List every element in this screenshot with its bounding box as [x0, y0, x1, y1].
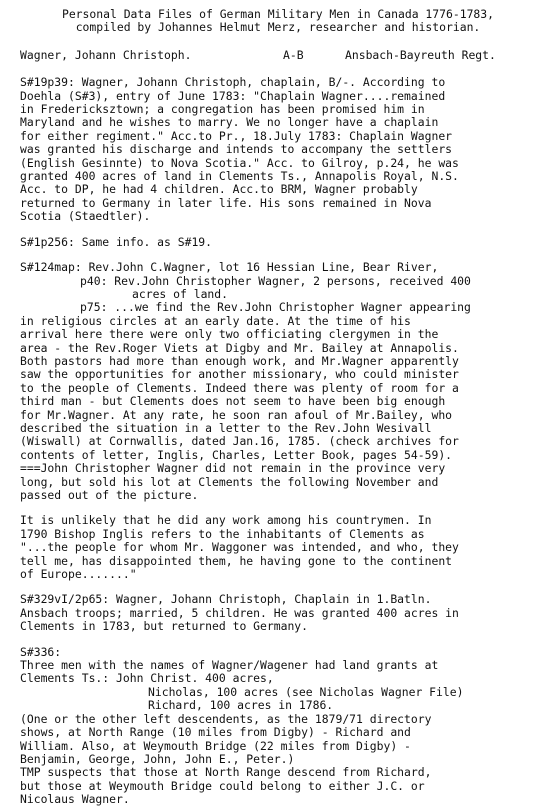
text-line: to the people of Clements. Indeed there was plenty of room for a [20, 380, 459, 395]
text-line: in religious circles at an early date. At the time of his [20, 313, 411, 328]
text-line: Nicholas, 100 acres (see Nicholas Wagner File) [148, 684, 464, 699]
text-line: S#19p39: Wagner, Johann Christoph, chaplain, B/-. According to [20, 75, 446, 90]
record-regiment: Ansbach-Bayreuth Regt. [345, 47, 496, 62]
text-line: "...the people for whom Mr. Waggoner was intended, and who, they [20, 540, 459, 555]
text-line: Benjamin, George, John, John E., Peter.) [20, 751, 295, 766]
paragraph-source-336 [20, 646, 536, 807]
text-line: It is unlikely that he did any work among his countrymen. In [20, 513, 432, 528]
text-line: granted 400 acres of land in Clements Ts., Annapolis Royal, N.S. [20, 169, 459, 184]
paragraph-source-1 [20, 236, 536, 249]
text-line: ===John Christopher Wagner did not remain in the province very [20, 461, 446, 476]
text-line: p40: Rev.John Christopher Wagner, 2 persons, received 400 [80, 273, 471, 288]
text-line: acres of land. [132, 286, 229, 301]
text-line: (Wiswall) at Cornwallis, dated Jan.16, 1785. (check archives for [20, 434, 459, 449]
text-line: for Mr.Wagner. At any rate, he soon ran afoul of Mr.Bailey, who [20, 407, 453, 422]
header-subtitle: compiled by Johannes Helmut Merz, researcher and historian. [75, 20, 481, 35]
paragraph-source-329 [20, 593, 536, 633]
text-line: arrival here there were only two officiating clergymen in the [20, 327, 439, 342]
text-line: Three men with the names of Wagner/Wagener had land grants at [20, 658, 439, 673]
text-line: Doehla (S#3), entry of June 1783: "Chaplain Wagner....remained [20, 88, 446, 103]
text-line: for either regiment." Acc.to Pr., 18.July 1783: Chaplain Wagner [20, 128, 453, 143]
text-line: of Europe......." [20, 567, 137, 582]
text-line: Richard, 100 acres in 1786. [148, 698, 334, 713]
record-heading [20, 49, 536, 62]
paragraph-inglis [20, 514, 536, 581]
text-line: S#329vI/2p65: Wagner, Johann Christoph, Chaplain in 1.Batln. [20, 592, 432, 607]
text-line: 1790 Bishop Inglis refers to the inhabitants of Clements as [20, 526, 425, 541]
header-title: Personal Data Files of German Military Men in Canada 1776-1783, [61, 7, 495, 21]
text-line: S#124map: Rev.John C.Wagner, lot 16 Hessian Line, Bear River, [20, 260, 439, 275]
text-line: shows, at North Range (10 miles from Digby) - Richard and [20, 725, 411, 740]
text-line: Nicolaus Wagner. [20, 792, 130, 807]
text-line: area - the Rev.Roger Viets at Digby and Mr. Bailey at Annapolis. [20, 340, 459, 355]
text-line: Clements Ts.: John Christ. 400 acres, [20, 671, 274, 686]
text-line: but those at Weymouth Bridge could belong to either J.C. or [20, 778, 425, 793]
text-line: TMP suspects that those at North Range descend from Richard, [20, 765, 432, 780]
text-line: Maryland and he wishes to marry. We no longer have a chaplain [20, 115, 439, 130]
text-line: Clements in 1783, but returned to Germany. [20, 619, 309, 634]
text-line: Scotia (Staedtler). [20, 209, 151, 224]
text-line: was granted his discharge and intends to accompany the settlers [20, 142, 453, 157]
text-line: Both pastors had more than enough work, and Mr.Wagner apparently [20, 353, 459, 368]
text-line: long, but sold his lot at Clements the following November and [20, 474, 439, 489]
text-line: in Fredericksztown; a congregation has been promised him in [20, 102, 425, 117]
text-line: p75: ...we find the Rev.John Christopher Wagner appearing [80, 300, 471, 315]
text-line: William. Also, at Weymouth Bridge (22 miles from Digby) - [20, 738, 411, 753]
text-line: third man - but Clements does not seem to have been big enough [20, 394, 446, 409]
text-line: Acc. to DP, he had 4 children. Acc.to BRM, Wagner probably [20, 182, 418, 197]
record-name: Wagner, Johann Christoph. [20, 47, 192, 62]
paragraph-source-124 [20, 261, 536, 502]
text-line: returned to Germany in later life. His sons remained in Nova [20, 195, 432, 210]
text-line: described the situation in a letter to the Rev.John Wesivall [20, 420, 432, 435]
text-line: tell me, has disappointed them, he having gone to the continent [20, 553, 453, 568]
text-line: (One or the other left descendents, as the 1879/71 directory [20, 711, 432, 726]
text-line: (English Gesinnte) to Nova Scotia." Acc. to Gilroy, p.24, he was [20, 155, 459, 170]
document-header [20, 8, 536, 35]
paragraph-source-19 [20, 76, 536, 223]
text-line: S#1p256: Same info. as S#19. [20, 234, 213, 249]
text-line: saw the opportunities for another missionary, who could minister [20, 367, 459, 382]
text-line: Ansbach troops; married, 5 children. He was granted 400 acres in [20, 605, 459, 620]
text-line: passed out of the picture. [20, 488, 199, 502]
text-line: contents of letter, Inglis, Charles, Letter Book, pages 54-59). [20, 447, 453, 462]
record-grade: A-B [283, 47, 304, 62]
text-line: S#336: [20, 644, 62, 659]
